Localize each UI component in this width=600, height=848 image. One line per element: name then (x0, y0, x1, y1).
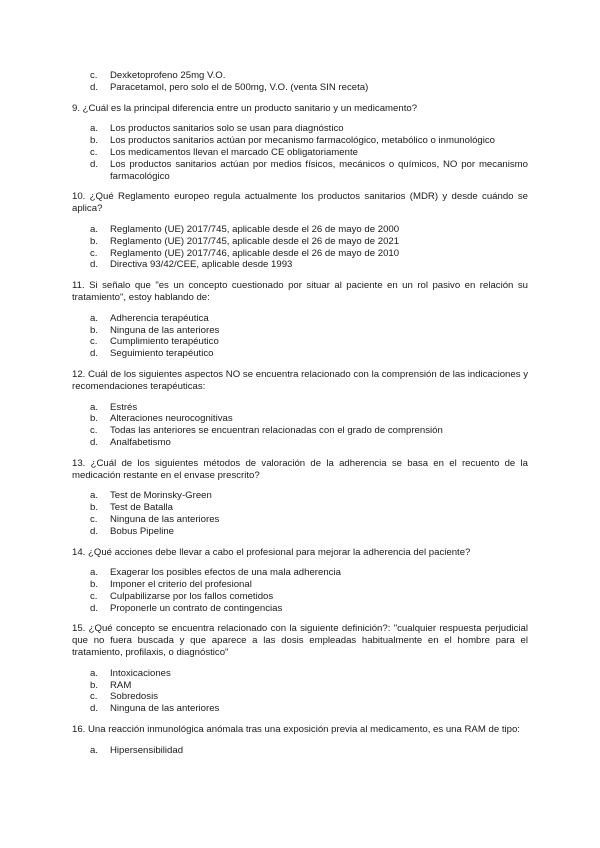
option-item (72, 325, 528, 337)
option-item (72, 402, 528, 414)
question-11: 11. Si señalo que "es un concepto cuestionado por situar al paciente en un rol pasivo en relación su tratamiento", estoy hablando de: (72, 280, 528, 303)
question-16: 16. Una reacción inmunológica anómala tras una exposición previa al medicamento, es una RAM de tipo: (72, 724, 520, 736)
option-text: Los productos sanitarios actúan por medios físicos, mecánicos o químicos, NO por mecanismo farmacológico (110, 158, 528, 182)
option-item (72, 703, 528, 715)
option-item (72, 745, 528, 757)
option-item (72, 603, 528, 615)
option-text: Estrés (110, 401, 138, 413)
option-item (72, 514, 528, 526)
question-12: 12. Cuál de los siguientes aspectos NO se encuentra relacionado con la comprensión de las indicaciones y recomendaciones terapéuticas: (72, 368, 528, 392)
option-item (72, 259, 528, 271)
option-letter: d. (90, 436, 99, 448)
option-letter: a. (90, 667, 99, 679)
question-16-options (72, 745, 528, 757)
question-9-options (72, 123, 528, 182)
previous-question-options (72, 70, 528, 94)
option-letter: b. (90, 679, 99, 691)
option-letter: d. (90, 81, 99, 93)
option-letter: b. (90, 502, 99, 514)
option-item (72, 579, 528, 591)
option-text: Paracetamol, pero solo el de 500mg, V.O. (venta SIN receta) (110, 81, 369, 93)
question-15: 15. ¿Qué concepto se encuentra relacionado con la siguiente definición?: "cualquier respuesta perjudicial que no fuera buscada y que aparece a las dosis empleadas habitualmente en el hombre para el tratamiento, profilaxis, o diagnóstico" (72, 623, 528, 659)
question-11-options (72, 313, 528, 360)
option-letter: b. (90, 413, 99, 425)
option-text: Ninguna de las anteriores (110, 513, 220, 525)
option-item (72, 135, 528, 147)
question-13-options (72, 490, 528, 537)
option-item (72, 313, 528, 325)
option-letter: b. (90, 235, 99, 247)
option-item (72, 224, 528, 236)
option-text: Los medicamentos llevan el marcado CE obligatoriamente (110, 146, 358, 158)
option-letter: d. (90, 703, 99, 715)
option-letter: a. (90, 223, 99, 235)
option-item (72, 413, 528, 425)
option-text: Exagerar los posibles efectos de una mala adherencia (110, 567, 341, 579)
option-letter: a. (90, 567, 99, 579)
option-letter: c. (90, 70, 98, 81)
option-letter: c. (90, 247, 98, 259)
option-item (72, 336, 528, 348)
option-item (72, 123, 528, 135)
option-letter: c. (90, 146, 98, 158)
option-text: Hipersensibilidad (110, 744, 184, 756)
question-10-options (72, 224, 528, 271)
option-letter: c. (90, 336, 98, 348)
option-item (72, 591, 528, 603)
option-text: RAM (110, 679, 132, 691)
option-item (72, 159, 528, 183)
question-15-options (72, 668, 528, 715)
option-item (72, 567, 528, 579)
question-10: 10. ¿Qué Reglamento europeo regula actualmente los productos sanitarios (MDR) y desde cuándo se aplica? (72, 191, 528, 215)
question-13: 13. ¿Cuál de los siguientes métodos de valoración de la adherencia se basa en el recuento de la medicación restante en el envase prescrito? (72, 457, 528, 481)
option-letter: a. (90, 401, 99, 413)
option-text: Ninguna de las anteriores (110, 324, 220, 336)
option-letter: a. (90, 744, 99, 756)
option-text: Reglamento (UE) 2017/746, aplicable desde el 26 de mayo de 2010 (110, 247, 400, 259)
option-text: Directiva 93/42/CEE, aplicable desde 1993 (110, 259, 293, 271)
option-item (72, 248, 528, 260)
option-item (72, 680, 528, 692)
option-item (72, 70, 528, 82)
option-item (72, 236, 528, 248)
option-text: Ninguna de las anteriores (110, 703, 220, 715)
option-text: Alteraciones neurocognitivas (110, 413, 233, 425)
option-text: Todas las anteriores se encuentran relacionadas con el grado de comprensión (110, 425, 443, 437)
option-letter: b. (90, 135, 99, 147)
option-text: Cumplimiento terapéutico (110, 336, 219, 348)
option-text: Imponer el criterio del profesional (110, 579, 252, 591)
option-text: Dexketoprofeno 25mg V.O. (110, 70, 226, 81)
option-letter: d. (90, 348, 99, 360)
option-text: Sobredosis (110, 691, 158, 703)
option-text: Test de Batalla (110, 502, 173, 514)
option-item (72, 502, 528, 514)
option-item (72, 147, 528, 159)
option-item (72, 348, 528, 360)
option-letter: d. (90, 602, 99, 614)
option-text: Seguimiento terapéutico (110, 348, 214, 360)
option-letter: c. (90, 425, 98, 437)
option-text: Reglamento (UE) 2017/745, aplicable desde el 26 de mayo de 2021 (110, 235, 400, 247)
option-letter: c. (90, 513, 98, 525)
option-letter: c. (90, 590, 98, 602)
option-letter: a. (90, 490, 99, 502)
option-text: Bobus Pipeline (110, 525, 175, 537)
option-item (72, 437, 528, 449)
question-9: 9. ¿Cuál es la principal diferencia entre un producto sanitario y un medicamento? (72, 102, 418, 114)
question-14: 14. ¿Qué acciones debe llevar a cabo el profesional para mejorar la adherencia del paciente? (72, 546, 471, 558)
option-letter: b. (90, 324, 99, 336)
option-item (72, 82, 528, 94)
question-12-options (72, 402, 528, 449)
option-text: Los productos sanitarios actúan por mecanismo farmacológico, metabólico o inmunológico (110, 135, 496, 147)
option-item (72, 526, 528, 538)
option-text: Culpabilizarse por los fallos cometidos (110, 590, 274, 602)
option-item (72, 668, 528, 680)
option-text: Los productos sanitarios solo se usan para diagnóstico (110, 123, 344, 135)
option-item (72, 490, 528, 502)
option-text: Analfabetismo (110, 436, 171, 448)
option-letter: d. (90, 525, 99, 537)
option-text: Proponerle un contrato de contingencias (110, 602, 283, 614)
option-letter: c. (90, 691, 98, 703)
option-letter: d. (90, 259, 99, 271)
option-text: Intoxicaciones (110, 667, 171, 679)
document-page (72, 70, 528, 757)
option-letter: d. (90, 158, 99, 170)
option-letter: a. (90, 123, 99, 135)
question-14-options (72, 567, 528, 614)
option-item (72, 691, 528, 703)
option-letter: b. (90, 579, 99, 591)
option-text: Test de Morinsky-Green (110, 490, 212, 502)
option-text: Reglamento (UE) 2017/745, aplicable desde el 26 de mayo de 2000 (110, 223, 400, 235)
option-letter: a. (90, 312, 99, 324)
option-text: Adherencia terapéutica (110, 312, 209, 324)
option-item (72, 425, 528, 437)
